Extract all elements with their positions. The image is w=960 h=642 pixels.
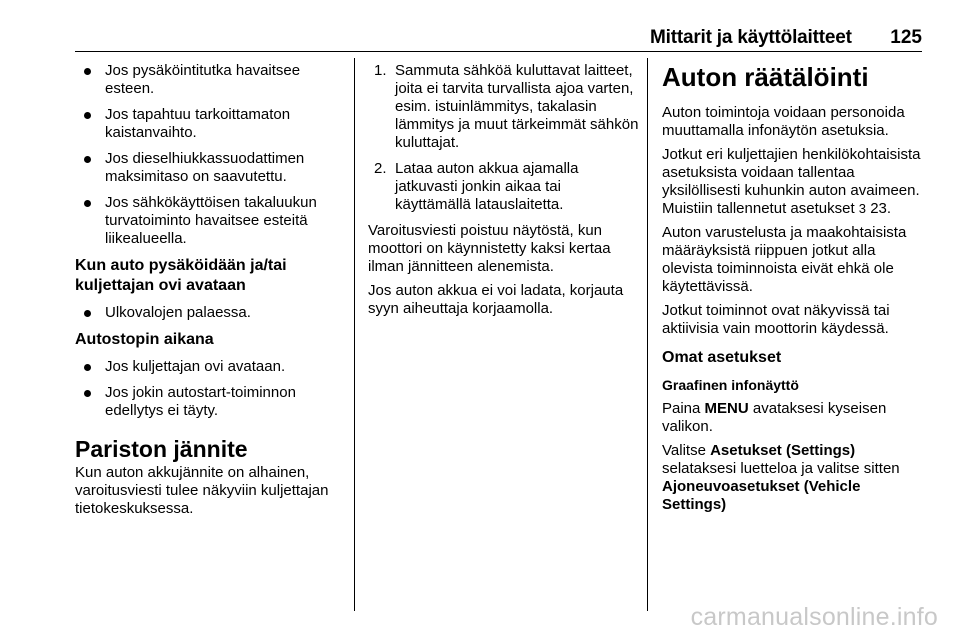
bullet-icon xyxy=(84,364,91,371)
list-item: Jos pysäköintitutka havaitsee esteen. xyxy=(75,62,347,98)
page-reference-icon: 3 xyxy=(858,201,867,216)
stop-conditions-list xyxy=(75,304,347,322)
steps-list xyxy=(368,62,640,214)
list-item: Jos kuljettajan ovi avataan. xyxy=(75,358,347,376)
page-number: 125 xyxy=(890,27,922,48)
vehicle-settings-menu-item: Ajoneuvoasetukset (Vehicle Settings) xyxy=(662,478,861,513)
step-number: 1. xyxy=(374,62,387,79)
watermark: carmanualsonline.info xyxy=(690,603,938,631)
section-heading: Kun auto pysäköidään ja/tai kuljettajan ovi avataan xyxy=(75,257,287,294)
paragraph: Auton toimintoja voidaan personoida muuttamalla infonäytön asetuksia. xyxy=(662,104,905,139)
paragraph: Paina MENU avataksesi kyseisen valikon. xyxy=(662,400,887,435)
paragraph: Varoitusviesti poistuu näytöstä, kun moottori on käynnistetty kaksi kertaa ilman jännitteen alenemista. xyxy=(368,222,611,275)
paragraph: Jotkut toiminnot ovat näkyvissä tai aktiivisia vain moottorin käydessä. xyxy=(662,302,890,337)
paragraph: Auton varustelusta ja maakohtaisista määräyksistä riippuen jotkut alla olevista toiminnoista eivät ehkä ole käytettävissä. xyxy=(662,224,907,295)
settings-menu-item: Asetukset (Settings) xyxy=(710,442,856,459)
bullet-icon xyxy=(84,156,91,163)
autostop-conditions-list xyxy=(75,358,347,420)
bullet-icon xyxy=(84,112,91,119)
section-title: Pariston jännite xyxy=(75,436,248,462)
section-heading: Autostopin aikana xyxy=(75,331,214,348)
paragraph: Jotkut eri kuljettajien henkilökohtaisista asetuksista voidaan tallentaa yksilöllisesti kuhunkin auton avaimeen. Muistiin tallennetut asetukset 3 23. xyxy=(662,146,921,217)
menu-key: MENU xyxy=(704,400,749,417)
paragraph: Jos auton akkua ei voi ladata, korjauta syyn aiheuttaja korjaamolla. xyxy=(368,282,624,317)
list-item: Ulkovalojen palaessa. xyxy=(75,304,347,322)
list-item: Jos jokin autostart-toiminnon edellytys ei täyty. xyxy=(75,384,347,420)
paragraph: Kun auton akkujännite on alhainen, varoitusviesti tulee näkyviin kuljettajan tietokeskuksessa. xyxy=(75,464,329,517)
paragraph: Valitse Asetukset (Settings) selataksesi luetteloa ja valitse sitten Ajoneuvoasetukset (Vehicle Settings) xyxy=(662,442,900,513)
list-item: 2. Lataa auton akkua ajamalla jatkuvasti jonkin aikaa tai käyttämällä latauslaitetta. xyxy=(374,160,579,213)
bullet-icon xyxy=(84,200,91,207)
list-item: Jos dieselhiukkassuodattimen maksimitaso on saavutettu. xyxy=(75,150,347,186)
column-middle xyxy=(368,62,640,324)
list-item: Jos sähkökäyttöisen takaluukun turvatoiminto havaitsee esteitä liikealueella. xyxy=(75,194,347,248)
chapter-title: Auton räätälöinti xyxy=(662,62,869,92)
column-divider-right xyxy=(647,58,648,611)
header-rule xyxy=(75,51,922,52)
warning-conditions-list xyxy=(75,62,347,248)
step-number: 2. xyxy=(374,160,387,177)
bullet-icon xyxy=(84,310,91,317)
column-right xyxy=(662,62,927,520)
list-item: Jos tapahtuu tarkoittamaton kaistanvaihto. xyxy=(75,106,347,142)
page-header-title: Mittarit ja käyttölaitteet xyxy=(650,27,852,48)
section-heading: Omat asetukset xyxy=(662,349,782,366)
page-reference[interactable]: 23. xyxy=(870,200,892,217)
column-divider-left xyxy=(354,58,355,611)
bullet-icon xyxy=(84,68,91,75)
bullet-icon xyxy=(84,390,91,397)
subsection-heading: Graafinen infonäyttö xyxy=(662,377,799,393)
column-left xyxy=(75,62,347,524)
list-item: 1. Sammuta sähköä kuluttavat laitteet, joita ei tarvita turvallista ajoa varten, esim. istuinlämmitys, takalasin lämmitys ja muut tärkeimmät sähkön kuluttajat. xyxy=(374,62,639,151)
